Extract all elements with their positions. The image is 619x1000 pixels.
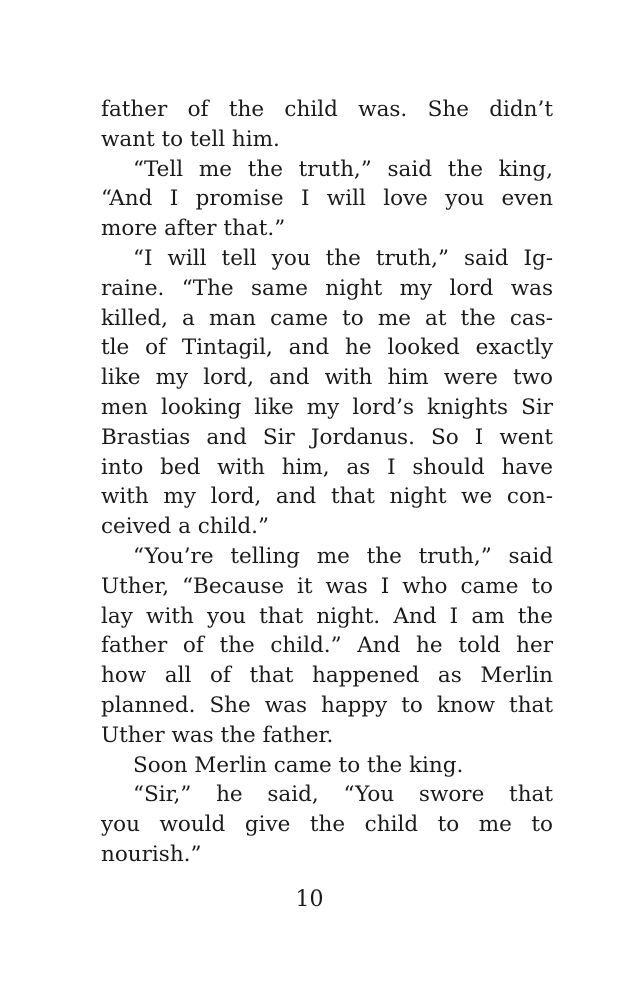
- text-line: want to tell him.: [101, 126, 280, 152]
- text-line: tle of Tintagil, and he looked exactly: [101, 335, 553, 361]
- paragraph: [101, 95, 553, 155]
- text-line: with my lord, and that night we con-: [101, 484, 553, 510]
- paragraph: [101, 244, 553, 542]
- paragraph: [101, 780, 553, 869]
- text-line: raine. “The same night my lord was: [101, 275, 553, 301]
- paragraph: [101, 155, 553, 244]
- page-number: 10: [295, 887, 324, 912]
- text-line: lay with you that night. And I am the: [101, 603, 553, 629]
- text-line: Brastias and Sir Jordanus. So I went: [101, 424, 553, 450]
- text-line: Uther, “Because it was I who came to: [101, 573, 553, 599]
- text-line: how all of that happened as Merlin: [101, 663, 553, 689]
- text-line: “Sir,” he said, “You swore that: [133, 782, 553, 808]
- text-line: nourish.”: [101, 841, 202, 867]
- text-line: father of the child.” And he told her: [101, 633, 553, 659]
- text-line: “And I promise I will love you even: [101, 186, 553, 212]
- text-line: into bed with him, as I should have: [101, 454, 553, 480]
- text-line: men looking like my lord’s knights Sir: [101, 394, 553, 420]
- text-line: “You’re telling me the truth,” said: [133, 543, 553, 569]
- text-line: you would give the child to me to: [101, 812, 553, 838]
- text-line: “Tell me the truth,” said the king,: [133, 156, 553, 182]
- text-line: ceived a child.”: [101, 514, 269, 540]
- body-text: [101, 95, 553, 870]
- text-line: Uther was the father.: [101, 722, 334, 748]
- text-line: like my lord, and with him were two: [101, 365, 553, 391]
- text-line: killed, a man came to me at the cas-: [101, 305, 553, 331]
- paragraph: [101, 751, 553, 781]
- text-line: Soon Merlin came to the king.: [133, 752, 464, 778]
- text-line: planned. She was happy to know that: [101, 692, 553, 718]
- text-line: more after that.”: [101, 216, 286, 242]
- text-line: “I will tell you the truth,” said Ig-: [133, 245, 553, 271]
- text-line: father of the child was. She didn’t: [101, 97, 553, 122]
- paragraph: [101, 542, 553, 751]
